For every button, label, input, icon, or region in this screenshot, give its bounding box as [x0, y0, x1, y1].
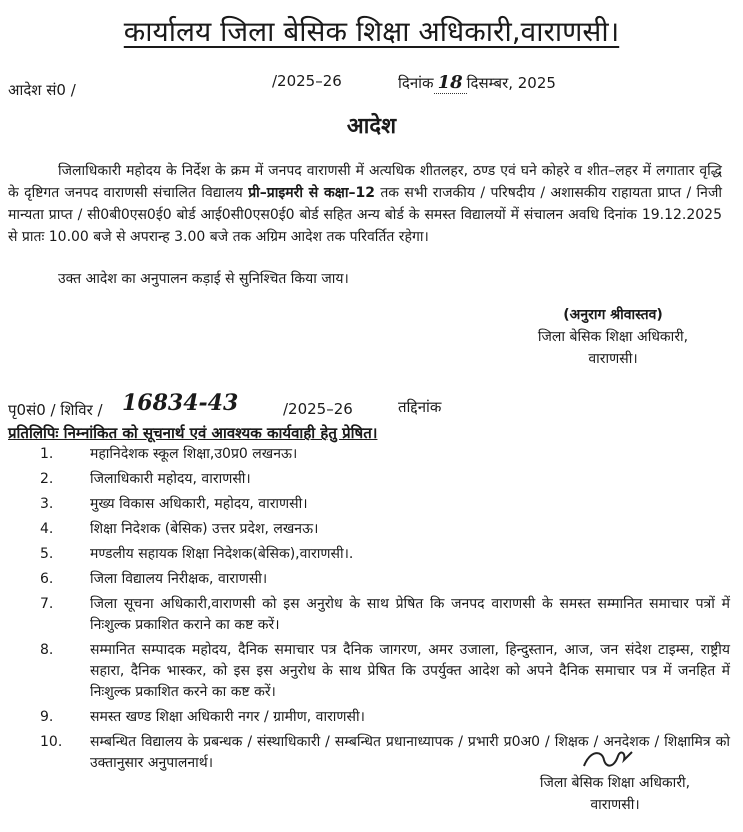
item-number: 1.	[40, 446, 54, 462]
item-number: 3.	[40, 496, 54, 512]
order-date	[398, 72, 556, 93]
item-number: 8.	[40, 642, 54, 658]
list-item	[40, 640, 730, 703]
list-item	[40, 569, 730, 590]
item-text: मुख्य विकास अधिकारी, महोदय, वाराणसी।	[90, 496, 308, 512]
item-text: जिलाधिकारी महोदय, वाराणसी।	[90, 471, 251, 487]
body-text-bold: प्री–प्राइमरी से कक्षा–12	[248, 185, 375, 201]
signatory-designation: जिला बेसिक शिक्षा अधिकारी,	[537, 329, 689, 345]
list-item	[40, 544, 730, 565]
order-body-paragraph-1	[8, 160, 722, 248]
signatory-name: (अनुराग श्रीवास्तव)	[563, 307, 663, 323]
office-title: कार्यालय जिला बेसिक शिक्षा अधिकारी,वाराणसी।	[123, 15, 620, 48]
item-text: मण्डलीय सहायक शिक्षा निदेशक(बेसिक),वाराणसी।.	[90, 546, 354, 562]
date-day: 18	[434, 72, 467, 94]
signature-block-2	[500, 772, 730, 816]
handwritten-signature-mark	[580, 746, 640, 774]
item-text: शिक्षा निदेशक (बेसिक) उत्तर प्रदेश, लखनऊ।	[90, 521, 319, 537]
endorsement-ref-label: पृ0सं0 / शिविर /	[8, 401, 103, 419]
signatory-place: वाराणसी।	[588, 351, 638, 367]
list-item	[40, 444, 730, 465]
item-number: 10.	[40, 734, 63, 750]
item-number: 7.	[40, 596, 54, 612]
list-item	[40, 594, 730, 636]
item-number: 2.	[40, 471, 54, 487]
final-signatory-place: वाराणसी।	[590, 797, 640, 813]
endorsement-date: तद्दिनांक	[398, 398, 442, 416]
item-number: 6.	[40, 571, 54, 587]
item-text: महानिदेशक स्कूल शिक्षा,उ0प्र0 लखनऊ।	[90, 446, 298, 462]
order-heading: आदेश	[346, 114, 397, 139]
body-text-a: जिलाधिकारी महोदय के निर्देश के क्रम में जनपद वाराणसी में अत्यधिक शीतलहर, ठण्ड एवं घने कोहरे व शीत–लहर में लगातार वृद्धि के दृष्टिगत जनपद वाराणसी संचालित विद्यालय	[8, 163, 722, 201]
endorsement-ref-number: 16834-43	[122, 390, 239, 416]
item-text: जिला विद्यालय निरीक्षक, वाराणसी।	[90, 571, 268, 587]
item-text: सम्मानित सम्पादक महोदय, दैनिक समाचार पत्र दैनिक जागरण, अमर उजाला, हिन्दुस्तान, आज, जन संदेश टाइम्स, राष्ट्रीय सहारा, दैनिक भास्कर, को इस इस अनुरोध के साथ प्रेषित कि उपर्युक्त आदेश को अपने दैनिक समाचार पत्र में जनहित में निःशुल्क प्रकाशित करने का कष्ट करें।	[90, 642, 730, 700]
order-body-paragraph-2: उक्त आदेश का अनुपालन कड़ाई से सुनिश्चित किया जाय।	[58, 271, 349, 287]
final-signatory-designation: जिला बेसिक शिक्षा अधिकारी,	[539, 775, 691, 791]
signature-block-1	[488, 304, 738, 370]
item-text: सम्बन्धित विद्यालय के प्रबन्धक / संस्थाधिकारी / सम्बन्धित प्रधानाध्यापक / प्रभारी प्र0अ0 / शिक्षक / अनदेशक / शिक्षामित्र को उक्तानुसार अनुपालनार्थ।	[90, 734, 730, 771]
order-number-label: आदेश सं0 /	[8, 81, 76, 99]
date-label: दिनांक	[398, 74, 434, 92]
item-number: 4.	[40, 521, 54, 537]
item-number: 9.	[40, 709, 54, 725]
endorsement-session: /2025–26	[283, 400, 353, 418]
body-text-b: तक सभी राजकीय / परिषदीय / अशासकीय राहायता प्राप्त / निजी मान्यता प्राप्त / सी0बी0एस0ई0 बोर्ड आई0सी0एस0ई0 बोर्ड सहित अन्य बोर्ड के समस्त विद्यालयों में संचालन अवधि दिनांक 19.12.2025 से प्रातः 10.00 बजे से अपरान्ह 3.00 बजे तक अग्रिम आदेश तक परिवर्तित रहेगा।	[8, 185, 722, 245]
list-item	[40, 494, 730, 515]
list-item	[40, 469, 730, 490]
date-rest: दिसम्बर, 2025	[466, 74, 556, 92]
list-item	[40, 519, 730, 540]
list-item	[40, 707, 730, 728]
copy-to-title: प्रतिलिपिः निम्नांकित को सूचनार्थ एवं आवश्यक कार्यवाही हेतु प्रेषित।	[8, 424, 378, 442]
order-session: /2025–26	[272, 72, 342, 90]
item-text: जिला सूचना अधिकारी,वाराणसी को इस अनुरोध के साथ प्रेषित कि जनपद वाराणसी के समस्त सम्मानित समाचार पत्रों में निःशुल्क प्रकाशित कराने का कष्ट करें।	[90, 596, 730, 633]
item-number: 5.	[40, 546, 54, 562]
copy-to-list	[40, 444, 730, 778]
item-text: समस्त खण्ड शिक्षा अधिकारी नगर / ग्रामीण, वाराणसी।	[90, 709, 365, 725]
